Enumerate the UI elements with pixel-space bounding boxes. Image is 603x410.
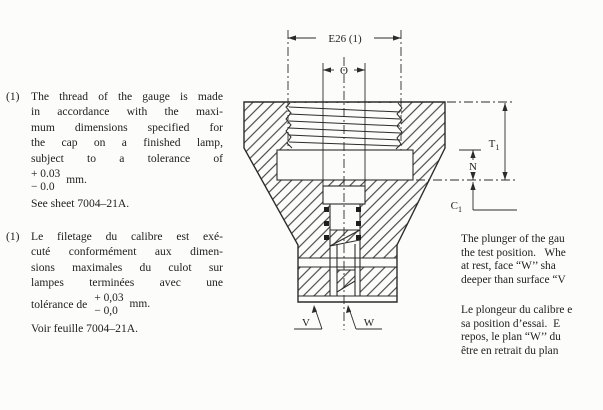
tolerance-unit: mm.: [66, 173, 87, 186]
tolerance-prefix: tolérance de: [31, 298, 88, 312]
tolerance-stack: [31, 168, 60, 194]
note-line: The thread of the gauge is made: [31, 90, 223, 103]
note-line: at rest, face “W’’ sha: [461, 260, 556, 273]
note-english-body: [31, 89, 223, 211]
note-line: the test position. Whe: [461, 246, 566, 259]
note-french-body: [31, 229, 223, 336]
note-line: the cap on a finished lamp,: [31, 136, 223, 150]
note-number: (1): [6, 230, 20, 243]
dim-e26-label: E26 (1): [328, 33, 362, 45]
tolerance-plus: + 0,03: [94, 292, 124, 305]
note-line: deeper than surface “V: [461, 274, 566, 287]
note-line: Le filetage du calibre est exé-: [31, 230, 223, 243]
note-line: Le plongeur du calibre e: [461, 304, 573, 316]
note-line: subject to a tolerance of: [31, 151, 223, 165]
tolerance-minus: − 0.0: [31, 180, 55, 193]
note-line: lampes terminées avec une: [31, 276, 223, 290]
note-number: (1): [6, 90, 20, 103]
note-line: mum dimensions specified for: [31, 120, 223, 134]
dim-o-label: O: [340, 65, 348, 77]
face-w-label: W: [363, 317, 375, 329]
tolerance-row: [31, 166, 223, 195]
tolerance-row: [31, 291, 223, 320]
tolerance-plus: + 0.03: [31, 167, 61, 180]
plunger-note-english: [461, 233, 603, 288]
tolerance-minus: − 0,0: [94, 305, 118, 318]
note-line: sions maximales du culot sur: [31, 260, 223, 274]
note-line: The plunger of the gau: [461, 233, 565, 245]
dim-n-label: N: [469, 161, 477, 173]
note-english: [6, 89, 223, 211]
plunger-note-french: [461, 304, 603, 359]
face-v-label: V: [302, 317, 310, 329]
note-line: sa position d’essai. E: [461, 317, 561, 330]
note-line: in accordance with the maxi-: [31, 105, 223, 119]
tolerance-stack: [94, 292, 123, 318]
note-line: repos, le plan “W’’ du: [461, 331, 561, 344]
dim-t1-label: $T_1$: [488, 138, 500, 152]
tolerance-unit: mm.: [129, 298, 151, 311]
note-line: cuté conformément aux dimen-: [31, 245, 223, 259]
see-sheet-reference: See sheet 7004–21A.: [31, 197, 130, 211]
note-line: être en retrait du plan: [461, 345, 559, 358]
see-sheet-reference: Voir feuille 7004–21A.: [31, 321, 139, 335]
dim-c1-label: $C_1$: [450, 200, 462, 214]
note-french: [6, 229, 223, 336]
